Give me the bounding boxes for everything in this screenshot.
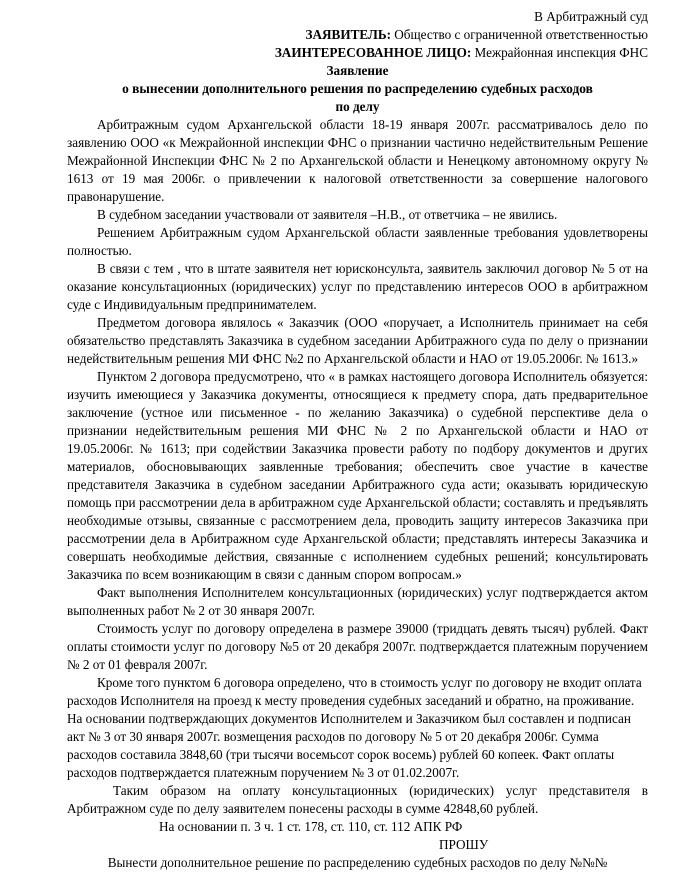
court-addressee-text: В Арбитражный суд xyxy=(534,9,648,24)
paragraph-contract-subject: Предметом договора являлось « Заказчик (ООО «поручает, а Исполнитель принимает на себя обязательство представлять Заказчика в судебном заседании Арбитражного суда по делу о признании недействительным решения МИ ФНС №2 по Архангельской области и НАО от 19.05.2006г. № 1613.» xyxy=(67,315,648,366)
paragraph-service-cost: Стоимость услуг по договору определена в размере 39000 (тридцать девять тысяч) рублей. Факт оплаты стоимости услуг по договору №5 от 20 декабря 2007г. подтверждается платежным поручением № 2 от 01 февраля 2007г. xyxy=(67,621,648,672)
interested-party-value: Межрайонная инспекция ФНС xyxy=(471,45,648,60)
legal-basis-line: На основании п. 3 ч. 1 ст. 178, ст. 110, ст. 112 АПК РФ xyxy=(159,819,463,834)
paragraph-total-expenses: Таким образом на оплату консультационных (юридических) услуг представителя в Арбитражном суде по делу заявителем понесены расходы в сумме 42848,60 рублей. xyxy=(67,783,648,816)
applicant-value: Общество с ограниченной ответственностью xyxy=(390,27,648,42)
document-case-label: по делу xyxy=(335,99,380,114)
paragraph-travel-expenses: Кроме того пунктом 6 договора определено, что в стоимость услуг по договору не входит оплата расходов Исполнителя на проезд к месту проведения судебных заседаний и обратно, на проживание. На основании подтверждающих документов Исполнителем и Заказчиком был составлен и подписан акт № 3 от 30 января 2007г. возмещения расходов по договору № 5 от 20 декабря 2006г. Сумма расходов составила 3848,60 (три тысячи восемьсот сорок восемь) рублей 60 копеек. Факт оплаты расходов подтверждается платежным поручением № 3 от 01.02.2007г. xyxy=(67,675,642,780)
paragraph-case-review: Арбитражным судом Архангельской области 18-19 января 2007г. рассматривалось дело по заявлению ООО «к Межрайонной инспекции ФНС о признании частично недействительным Решение Межрайонной Инспекции ФНС № 2 по Архангельской области и Ненецкому автономному округу № 1613 от 19 мая 2006г. о привлечении к налоговой ответственности за совершение налогового правонарушение. xyxy=(67,117,648,204)
request-heading: ПРОШУ xyxy=(439,837,489,852)
paragraph-hearing-participants: В судебном заседании участвовали от заявителя –Н.В., от ответчика – не явились. xyxy=(97,207,558,222)
document-subtitle: о вынесении дополнительного решения по распределению судебных расходов xyxy=(122,81,593,96)
interested-party-label: ЗАИНТЕРЕСОВАННОЕ ЛИЦО: xyxy=(274,45,472,60)
applicant-label: ЗАЯВИТЕЛЬ: xyxy=(305,27,391,42)
interested-party-line xyxy=(67,44,648,62)
court-addressee-line xyxy=(67,8,648,26)
paragraph-decision-satisfied: Решением Арбитражным судом Архангельской области заявленные требования удовлетворены полностью. xyxy=(67,225,648,258)
request-line: Вынести дополнительное решение по распределению судебных расходов по делу №№№ xyxy=(107,855,608,870)
applicant-line xyxy=(67,26,648,44)
paragraph-contract-conclusion: В связи с тем , что в штате заявителя нет юрисконсульта, заявитель заключил договор № 5 от на оказание консультационных (юридических) услуг по представлению интересов ООО в арбитражном суде с Индивидуальным предпринимателем. xyxy=(67,261,648,312)
paragraph-contract-clause-2: Пунктом 2 договора предусмотрено, что « в рамках настоящего договора Исполнитель обязуется: изучить имеющиеся у Заказчика документы, относящиеся к предмету спора, дать предварительное заключение (устное или письменное - по желанию Заказчика) о судебной перспективе дела о признании недействительным решения МИ ФНС № 2 по Архангельской области и НАО от 19.05.2006г. № 1613; при содействии Заказчика провести работу по подбору документов и других материалов, обосновывающих заявленные требования; обеспечить свое участие в качестве представителя Заказчика в судебном заседании Арбитражного суда асти; оказывать юридическую помощь при рассмотрении дела в арбитражном суде Архангельской области; составлять и предъявлять необходимые отзывы, связанные с рассмотрением дела, проводить защиту интересов Заказчика при рассмотрении дела в Арбитражном суде Архангельской области; представлять интересы Заказчика и совершать необходимые действия, связанные с исполнением судебных решений; консультировать Заказчика по всем возникающим в связи с данным спором вопросам.» xyxy=(67,369,648,582)
document-title: Заявление xyxy=(326,63,389,78)
paragraph-services-performed: Факт выполнения Исполнителем консультационных (юридических) услуг подтверждается актом выполненных работ № 2 от 30 января 2007г. xyxy=(67,585,648,618)
